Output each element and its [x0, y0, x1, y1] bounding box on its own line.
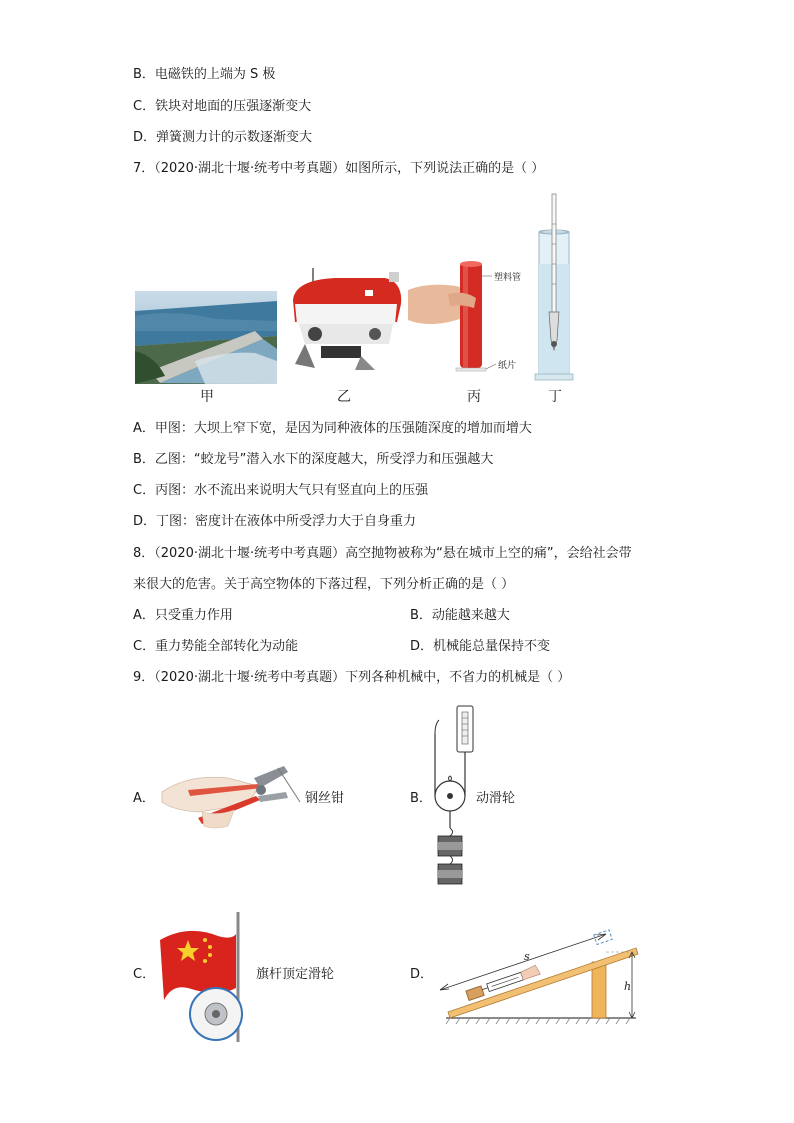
q9-option-a-letter: A． — [133, 791, 155, 806]
q7-option-d: D．丁图：密度计在液体中所受浮力大于自身重力 — [133, 514, 417, 529]
q9-stem: 9．（2020·湖北十堰·统考中考真题）下列各种机械中，不省力的机械是（ ） — [133, 670, 571, 685]
inclined-plane-diagram — [436, 926, 641, 1026]
flagpole-pulley-image — [158, 910, 253, 1042]
hydrometer-image — [535, 194, 575, 384]
q8-stem-line1: 8．（2020·湖北十堰·统考中考真题）高空抛物被称为“悬在城市上空的痛”，会给社会带 — [133, 546, 632, 561]
q6-option-d: D．弹簧测力计的示数逐渐变大 — [133, 130, 313, 145]
q8-option-a: A．只受重力作用 — [133, 608, 233, 623]
caption-bing: 丙 — [467, 389, 481, 405]
q8-option-d: D．机械能总量保持不变 — [410, 639, 551, 654]
pliers-image — [158, 756, 303, 838]
q7-option-b: B．乙图：“蛟龙号”潜入水下的深度越大，所受浮力和压强越大 — [133, 452, 494, 467]
q6-option-b: B．电磁铁的上端为 S 极 — [133, 67, 276, 82]
label-s: s — [524, 950, 530, 963]
q9-option-b-letter: B． — [410, 791, 432, 806]
caption-ding: 丁 — [548, 389, 562, 405]
caption-jia: 甲 — [200, 389, 214, 405]
label-paper-sheet: 纸片 — [498, 361, 517, 371]
label-plastic-tube: 塑料管 — [494, 273, 522, 283]
q9-option-c-letter: C． — [133, 967, 156, 982]
q7-option-c: C．丙图：水不流出来说明大气只有竖直向上的压强 — [133, 483, 429, 498]
movable-pulley-diagram — [425, 704, 475, 890]
q6-option-c: C．铁块对地面的压强逐渐变大 — [133, 99, 312, 114]
q8-option-c: C．重力势能全部转化为动能 — [133, 639, 299, 654]
q9-option-c-label: 旗杆顶定滑轮 — [256, 967, 335, 982]
q9-option-a-label: 钢丝钳 — [305, 791, 345, 806]
caption-yi: 乙 — [337, 389, 351, 405]
q7-option-a: A．甲图：大坝上窄下宽，是因为同种液体的压强随深度的增加而增大 — [133, 421, 532, 436]
q9-option-d-letter: D． — [410, 967, 434, 982]
label-h: h — [624, 980, 632, 993]
q7-stem: 7．（2020·湖北十堰·统考中考真题）如图所示，下列说法正确的是（ ） — [133, 161, 545, 176]
q8-option-b: B．动能越来越大 — [410, 608, 510, 623]
q9-option-b-label: 动滑轮 — [476, 791, 516, 806]
q8-stem-line2: 来很大的危害。关于高空物体的下落过程，下列分析正确的是（ ） — [133, 577, 515, 592]
dam-photo — [135, 291, 277, 384]
submersible-image — [285, 264, 405, 374]
